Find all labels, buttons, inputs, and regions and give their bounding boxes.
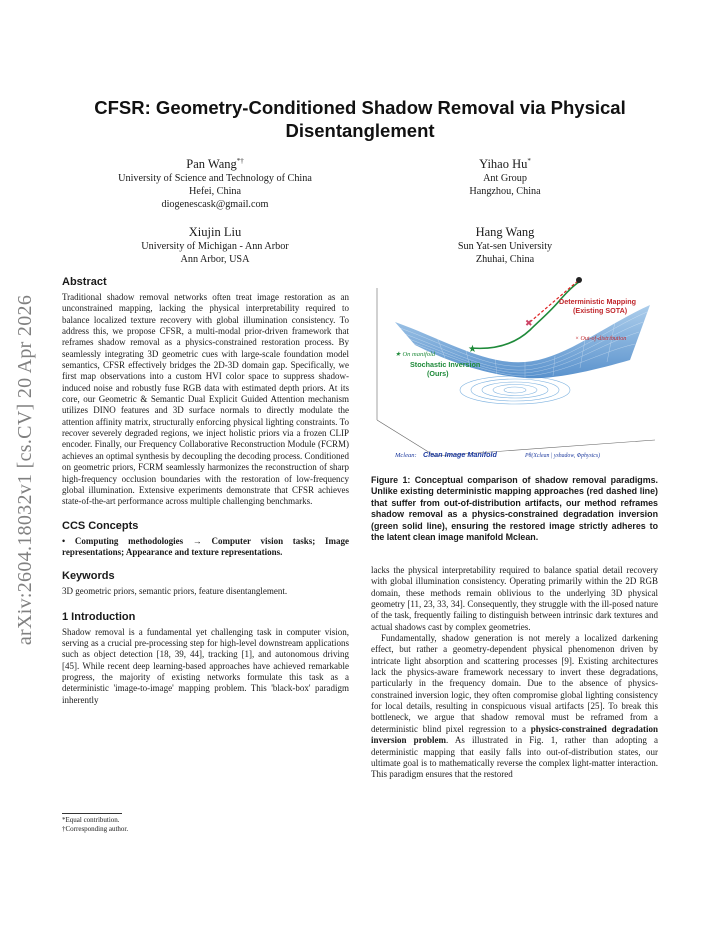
figure-caption: Figure 1: Conceptual comparison of shadow removal paradigms. Unlike existing deterministic mapping approaches (red dashed line) that suffer from out-of-distribution artifacts, our method reframes shadow removal as a physics-constrained degradation inversion (green solid line), ensuring the restored image strictly adheres to the latent clean image manifold Mclean. xyxy=(371,475,658,543)
paper-title: CFSR: Geometry-Conditioned Shadow Removal via Physical Disentanglement xyxy=(94,97,626,141)
author-block xyxy=(400,153,610,198)
footnote-corresponding: †Corresponding author. xyxy=(62,825,129,833)
author-name: Yihao Hu xyxy=(479,157,528,172)
right-paragraph-1: lacks the physical interpretability required to balance spatial detail recovery with global illumination consistency. Operating primarily within the 2D RGB domain, these methods remain oblivious to the underlying 3D physical geometry [11, 23, 33, 34]. Consequently, they struggle with the ill-posed nature of the task, frequently failing to distinguish between intrinsic dark textures and actual shadows cast by complex geometries. xyxy=(371,565,658,632)
contour-lines xyxy=(460,376,570,404)
right-paragraph-2 xyxy=(371,633,658,780)
author-block xyxy=(400,224,610,266)
label-probability: Pθ(Xclean | yshadow, Φphysics) xyxy=(525,453,601,459)
label-ood: × Out-of-distribution xyxy=(575,336,627,342)
label-stochastic: Stochastic Inversion xyxy=(410,360,481,369)
author-affiliation: Sun Yat-sen University xyxy=(457,241,553,252)
abstract-text: Traditional shadow removal networks often treat image restoration as an unconstrained mapping, lacking the physical interpretability required to balance localized texture recovery with global illumination consistency. To address this, we propose CFSR, a multi-modal prior-driven framework that reframes shadow removal as a physics-constrained restoration process. By seamlessly integrating 3D geometric cues with large-scale foundation model semantics, CFSR effectively bridges the 2D-3D domain gap. Specifically, we first map observations into a custom HVI color space to suppress shadow-induced noise and robustly fuse RGB data with estimated depth priors. At its core, our Geometric & Semantic Dual Explicit Guided Attention mechanism utilizes DINO features and 3D surface normals to directly modulate the attention affinity matrix, structurally enforcing physical lighting constraints. To recover severely degraded regions, we inject holistic priors via a frozen CLIP encoder. Finally, our Frequency Collaborative Reconstruction Module (FCRM) achieves an optimal synthesis by decoupling the decoding process. Conditioned on geometric priors, FCRM seamlessly harmonizes the reconstruction of sharp high-frequency occlusion boundaries with the restoration of low-frequency global illumination. Extensive experiments demonstrate that CFSR achieves state-of-the-art performance across multiple challenging benchmarks. xyxy=(62,292,349,507)
keywords-heading: Keywords xyxy=(62,570,115,583)
author-mark: *† xyxy=(236,157,244,165)
author-name: Pan Wang xyxy=(186,157,237,172)
author-location: Ann Arbor, USA xyxy=(180,254,250,265)
label-ours: (Ours) xyxy=(427,369,449,378)
author-name: Xiujin Liu xyxy=(188,225,242,239)
author-location: Hangzhou, China xyxy=(469,186,541,198)
ccs-text: • Computing methodologies → Computer vision tasks; Image representations; Appearance and texture representations. xyxy=(62,535,349,557)
right-paragraph-2-emph: physics-constrained degradation inversion problem xyxy=(371,723,659,746)
footnote-equal: *Equal contribution. xyxy=(62,816,120,824)
author-location: Zhuhai, China xyxy=(475,254,535,265)
author-email[interactable]: diogenescask@gmail.com xyxy=(161,199,269,211)
author-location: Hefei, China xyxy=(188,186,242,198)
author-mark: * xyxy=(527,157,531,165)
stochastic-trajectory xyxy=(471,282,579,348)
ccs-heading: CCS Concepts xyxy=(62,519,139,532)
figure-manifold-diagram xyxy=(375,270,660,470)
author-name: Hang Wang xyxy=(475,225,535,239)
out-of-distribution-cross-icon: ✖ xyxy=(525,318,533,328)
footnote-rule xyxy=(62,813,122,814)
on-manifold-star-icon: ★ xyxy=(468,344,477,355)
label-deterministic: Deterministic Mapping xyxy=(559,297,637,306)
author-affiliation: Ant Group xyxy=(483,173,527,185)
label-deterministic-sota: (Existing SOTA) xyxy=(573,306,628,315)
intro-text: Shadow removal is a fundamental yet challenging task in computer vision, serving as a crucial pre-processing step for high-level downstream applications such as object detection [18, 39, 44], tracking [1], and autonomous driving [45]. While recent deep learning-based approaches have achieved remarkable progress, the majority of existing networks formulate this task as a deterministic 'image-to-image' mapping problem. This 'black-box' paradigm inherently xyxy=(62,626,349,705)
label-on-manifold: ★ On manifold xyxy=(395,351,436,358)
author-affiliation: University of Science and Technology of China xyxy=(118,173,312,185)
arxiv-identifier: arXiv:2604.18032v1 [cs.CV] 20 Apr 2026 xyxy=(14,294,36,646)
left-column xyxy=(62,275,349,706)
footnotes xyxy=(62,813,349,834)
start-point-marker xyxy=(576,277,582,283)
author-block xyxy=(90,153,340,211)
label-manifold: Clean Image Manifold xyxy=(423,450,497,459)
label-manifold-symbol: Mclean: xyxy=(395,452,417,459)
author-block xyxy=(90,224,340,266)
intro-heading: 1 Introduction xyxy=(62,610,136,623)
keywords-text: 3D geometric priors, semantic priors, feature disentanglement. xyxy=(62,586,288,597)
right-column xyxy=(371,565,658,781)
abstract-heading: Abstract xyxy=(62,276,107,288)
author-affiliation: University of Michigan - Ann Arbor xyxy=(141,241,289,252)
right-paragraph-2-a: Fundamentally, shadow generation is not merely a localized darkening effect, but rather a geometry-dependent physical phenomenon driven by intricate light absorption and scattering processes [9]. Existing architectures lack the physics-aware framework necessary to invert these degradations, particularly in the frequency domain. Due to the absence of physics-constrained inversion logic, they often compromise global lighting consistency for local details, resulting in conspicuous visual artifacts [25]. To break this bottleneck, we argue that shadow removal must be reframed from a deterministic blind pixel regression to a xyxy=(371,633,658,734)
right-paragraph-2-c: . As illustrated in Fig. 1, rather than adopting a deterministic mapping that easily falls into out-of-distribution states, our ultimate goal is to mathematically reverse the complex light-matter interaction. This paradigm ensures that the restored xyxy=(371,735,658,780)
